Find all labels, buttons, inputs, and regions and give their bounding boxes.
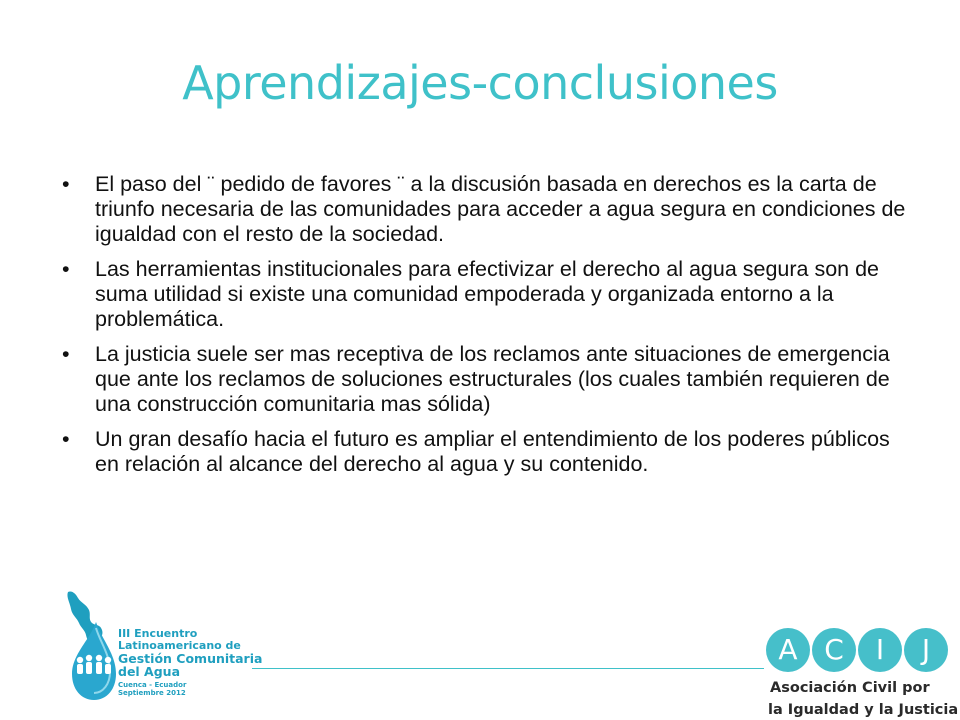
bullet-item [62,427,910,477]
bullet-text: Un gran desafío hacia el futuro es ampliar el entendimiento de los poderes públicos en relación al alcance del derecho al agua y su contenido. [95,427,890,476]
acij-circles [766,628,948,672]
acij-logo [766,628,959,718]
event-logo-line: III Encuentro [118,627,198,640]
bullet-list [62,172,910,487]
bullet-text: La justicia suele ser mas receptiva de los reclamos ante situaciones de emergencia que ante los reclamos de soluciones estructurales (los cuales también requieren de una construcción comunitaria mas sólida) [95,342,890,416]
acij-letter-j: J [904,628,948,672]
bullet-text: El paso del ¨ pedido de favores ¨ a la discusión basada en derechos es la carta de triunfo necesaria de las comunidades para acceder a agua segura en condiciones de igualdad con el resto de la sociedad. [95,172,906,246]
event-logo-line: Gestión Comunitaria [118,651,263,666]
slide-title: Aprendizajes-conclusiones [182,56,778,110]
event-logo-text [118,628,262,697]
bullet-item [62,172,910,247]
acij-name-line2: la Igualdad y la Justicia [768,702,959,718]
bullet-item [62,342,910,417]
bullet-dot: • [62,427,70,451]
event-logo-line: Latinoamericano de [118,639,241,652]
acij-letter-i: I [858,628,902,672]
acij-name-line1: Asociación Civil por [770,680,930,696]
bullet-dot: • [62,172,70,196]
acij-letter-c: C [812,628,856,672]
bullet-text: Las herramientas institucionales para efectivizar el derecho al agua segura son de suma utilidad si existe una comunidad empoderada y organizada entorno a la problemática. [95,257,880,331]
bullet-dot: • [62,342,70,366]
event-logo-location: Cuenca - Ecuador [118,681,187,689]
bullet-item [62,257,910,332]
footer-divider [252,668,764,669]
event-logo-line: del Agua [118,664,181,679]
event-logo-date: Septiembre 2012 [118,689,186,697]
acij-letter-a: A [766,628,810,672]
bullet-dot: • [62,257,70,281]
